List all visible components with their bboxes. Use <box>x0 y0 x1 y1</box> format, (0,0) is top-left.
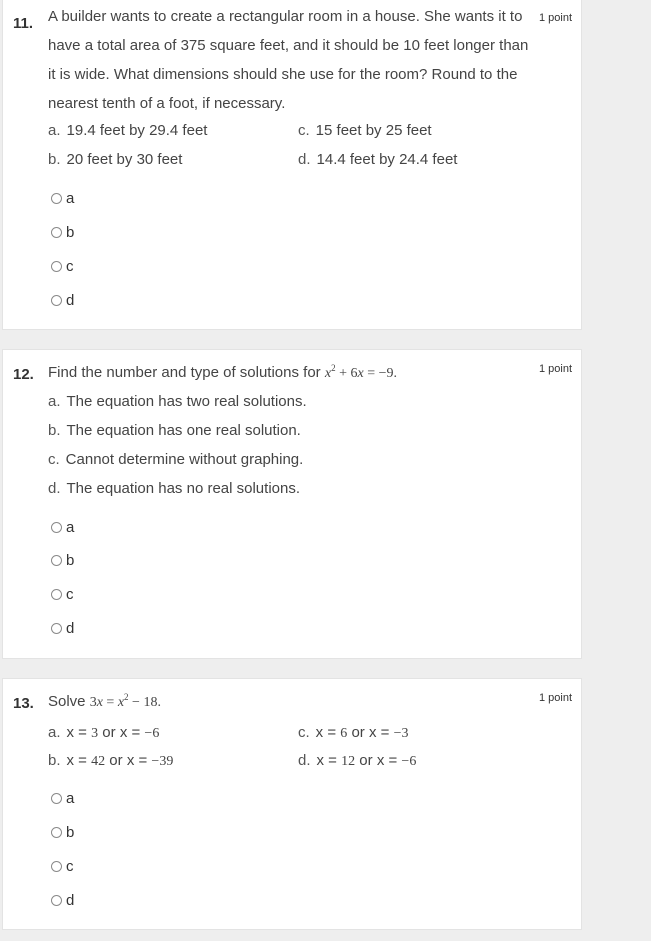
option-letter: b. <box>48 151 61 168</box>
radio-label: a <box>66 518 75 536</box>
eq-sign: = <box>106 695 115 710</box>
radio-choice-a[interactable] <box>51 188 74 208</box>
option-or: or <box>351 724 365 741</box>
radio-label: b <box>66 551 75 569</box>
option-b: b. x = 42 or x = −39 <box>48 752 174 769</box>
radio-button[interactable] <box>51 227 62 238</box>
option-letter: a. <box>48 724 61 741</box>
option-letter: d. <box>48 480 61 497</box>
question-stem <box>48 358 538 388</box>
option-var: x <box>126 752 135 769</box>
option-letter: b. <box>48 752 61 769</box>
equation <box>89 692 161 710</box>
radio-choice-c[interactable] <box>51 856 74 876</box>
option-value: −3 <box>393 726 409 741</box>
question-number: 11. <box>13 15 34 32</box>
option-value: −39 <box>151 754 174 769</box>
radio-button[interactable] <box>51 193 62 204</box>
option-value: 42 <box>91 754 106 769</box>
option-text: 20 feet by 30 feet <box>66 151 183 168</box>
radio-choice-b[interactable] <box>51 222 74 242</box>
eq-var: x <box>117 695 125 710</box>
points-label: 1 point <box>538 12 572 24</box>
option-text: The equation has two real solutions. <box>66 393 307 410</box>
option-letter: d. <box>298 151 311 168</box>
option-letter: c. <box>48 451 60 468</box>
option-var: x <box>66 724 75 741</box>
radio-choice-b[interactable] <box>51 550 74 570</box>
option-c <box>298 116 432 145</box>
radio-label: d <box>66 619 75 637</box>
radio-choice-d[interactable] <box>51 890 74 910</box>
radio-label: c <box>66 257 74 275</box>
radio-button[interactable] <box>51 589 62 600</box>
radio-label: a <box>66 789 75 807</box>
eq-var: x <box>96 695 103 710</box>
option-letter: a. <box>48 122 61 139</box>
option-text: The equation has one real solution. <box>66 422 301 439</box>
eq-var: x <box>357 366 364 381</box>
option-d <box>48 474 300 503</box>
option-var: x <box>376 752 385 769</box>
eq-exponent: 2 <box>331 363 336 373</box>
question-number: 13. <box>13 695 34 712</box>
stem-text: Find the number and type of solutions for <box>48 364 321 381</box>
option-letter: a. <box>48 393 61 410</box>
option-b <box>48 416 301 445</box>
radio-button[interactable] <box>51 295 62 306</box>
option-letter: c. <box>298 122 310 139</box>
option-or: or <box>109 752 123 769</box>
eq-exponent: 2 <box>124 692 129 702</box>
option-or: or <box>359 752 373 769</box>
option-a <box>48 387 307 416</box>
option-var: x <box>316 752 325 769</box>
option-letter: c. <box>298 724 310 741</box>
option-a: a. x = 3 or x = −6 <box>48 724 160 741</box>
points-label: 1 point <box>538 692 572 704</box>
radio-button[interactable] <box>51 623 62 634</box>
radio-button[interactable] <box>51 895 62 906</box>
option-text: The equation has no real solutions. <box>66 480 301 497</box>
question-stem <box>48 687 538 717</box>
option-var: x <box>315 724 324 741</box>
radio-button[interactable] <box>51 861 62 872</box>
radio-button[interactable] <box>51 555 62 566</box>
radio-label: b <box>66 223 75 241</box>
radio-button[interactable] <box>51 827 62 838</box>
eq-term: − 18. <box>132 695 161 710</box>
radio-button[interactable] <box>51 522 62 533</box>
radio-label: d <box>66 291 75 309</box>
radio-choice-a[interactable] <box>51 788 74 808</box>
option-d <box>298 145 457 174</box>
eq-term: + 6 <box>339 366 358 381</box>
option-var: x <box>66 752 75 769</box>
question-card-12 <box>2 349 582 659</box>
eq-var: x <box>324 366 332 381</box>
points-label: 1 point <box>538 363 572 375</box>
option-a <box>48 116 207 145</box>
radio-choice-d[interactable] <box>51 290 74 310</box>
eq-rhs: = −9. <box>367 366 397 381</box>
option-value: 3 <box>91 726 99 741</box>
option-text: 14.4 feet by 24.4 feet <box>316 151 458 168</box>
option-value: 12 <box>341 754 356 769</box>
option-c <box>48 445 303 474</box>
eq-coef: 3 <box>89 695 97 710</box>
option-value: −6 <box>144 726 160 741</box>
radio-choice-d[interactable] <box>51 618 74 638</box>
option-var: x <box>368 724 377 741</box>
option-var: x <box>119 724 128 741</box>
option-letter: d. <box>298 752 311 769</box>
radio-button[interactable] <box>51 793 62 804</box>
radio-choice-c[interactable] <box>51 256 74 276</box>
option-value: −6 <box>401 754 417 769</box>
radio-label: b <box>66 823 75 841</box>
option-d: d. x = 12 or x = −6 <box>298 752 417 769</box>
question-card-13 <box>2 678 582 930</box>
option-c: c. x = 6 or x = −3 <box>298 724 409 741</box>
radio-choice-a[interactable] <box>51 517 74 537</box>
option-b <box>48 145 182 174</box>
question-stem: A builder wants to create a rectangular room in a house. She wants it to have a total area of 375 square feet, and it should be 10 feet longer than it is wide. What dimensions should she use for the room? Round to the nearest tenth of a foot, if necessary. <box>48 8 529 112</box>
option-letter: b. <box>48 422 61 439</box>
radio-button[interactable] <box>51 261 62 272</box>
option-value: 6 <box>340 726 348 741</box>
radio-label: a <box>66 189 75 207</box>
radio-label: d <box>66 891 75 909</box>
option-text: Cannot determine without graphing. <box>65 451 304 468</box>
stem-text: Solve <box>48 693 86 710</box>
radio-choice-c[interactable] <box>51 584 74 604</box>
option-text: 15 feet by 25 feet <box>315 122 432 139</box>
question-number: 12. <box>13 366 34 383</box>
option-text: 19.4 feet by 29.4 feet <box>66 122 208 139</box>
question-card-11 <box>2 0 582 330</box>
equation <box>324 363 397 381</box>
radio-choice-b[interactable] <box>51 822 74 842</box>
option-or: or <box>102 724 116 741</box>
radio-label: c <box>66 585 74 603</box>
radio-label: c <box>66 857 74 875</box>
